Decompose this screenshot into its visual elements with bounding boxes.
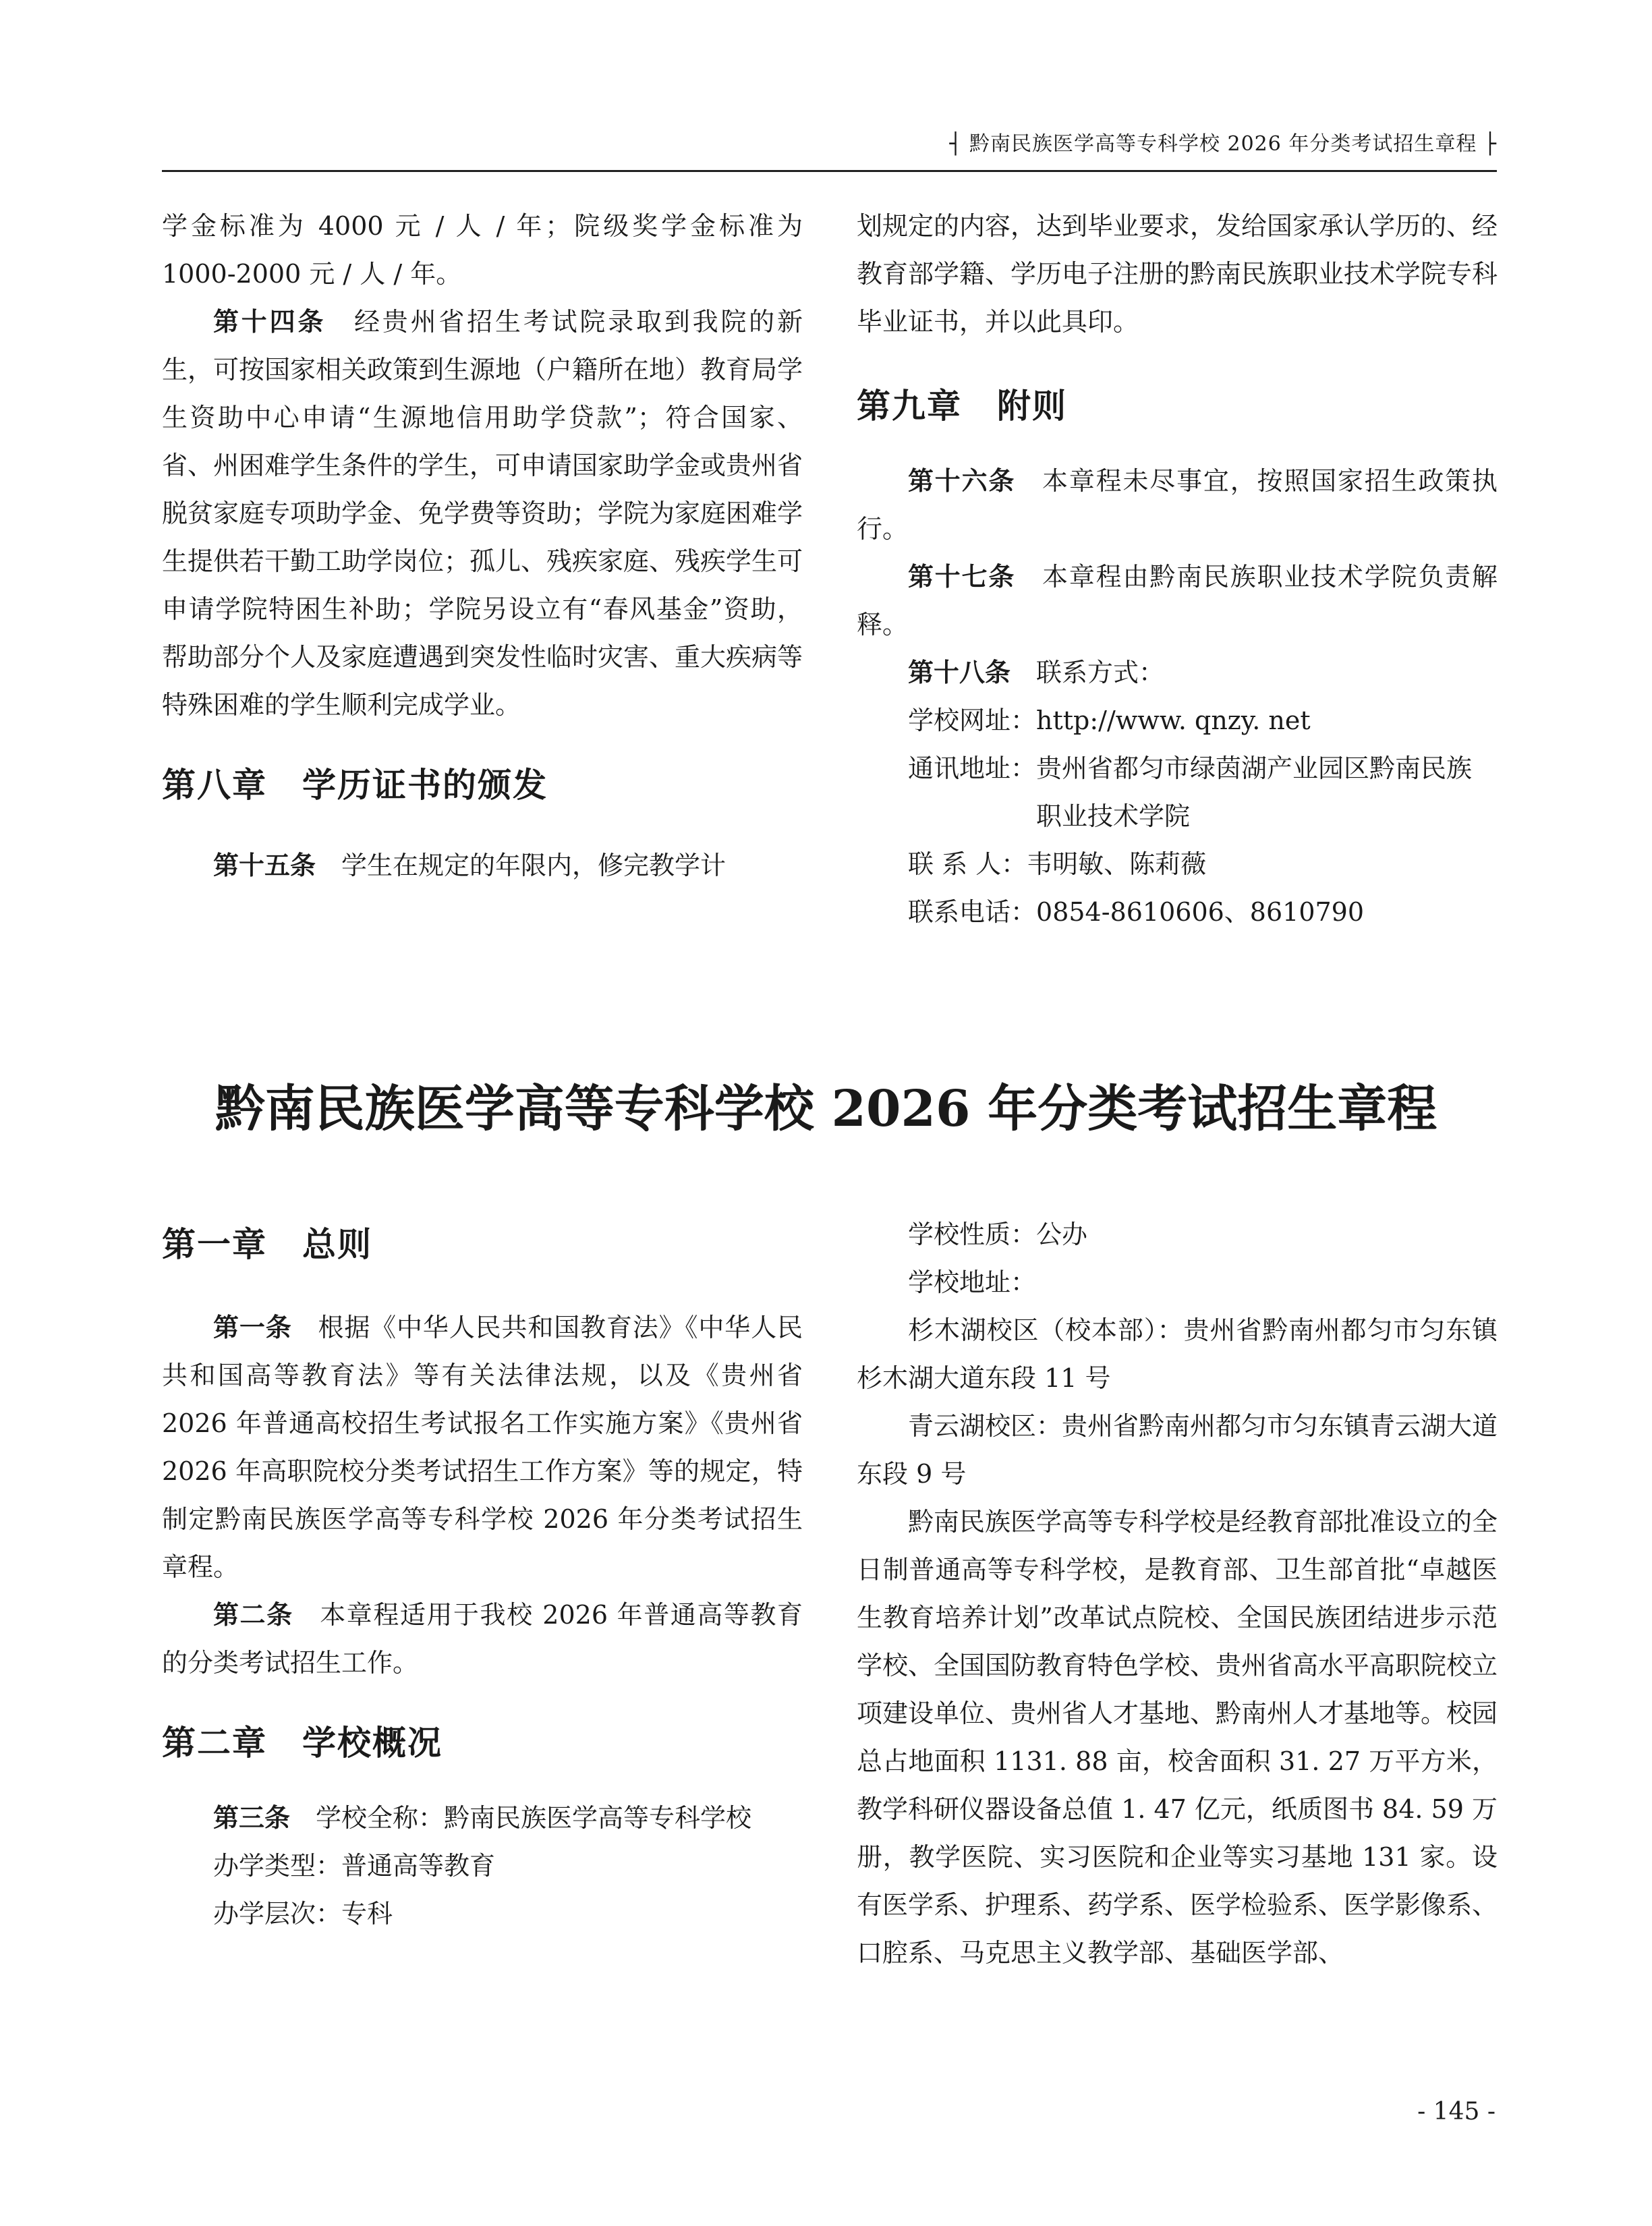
- article-1-text: 根据《中华人民共和国教育法》《中华人民共和国高等教育法》等有关法律法规，以及《贵州省 2026 年普通高校招生考试报名工作实施方案》《贵州省 2026 年高职院校分类考试招生工作方案》等的规定，特制定黔南民族医学高等专科学校 2026 年分类考试招生章程。: [162, 1313, 803, 1582]
- school-introduction: 黔南民族医学高等专科学校是经教育部批准设立的全日制普通高等专科学校，是教育部、卫生部首批“卓越医生教育培养计划”改革试点院校、全国民族团结进步示范学校、全国国防教育特色学校、贵州省高水平高职院校立项建设单位、贵州省人才基地、黔南州人才基地等。校园总占地面积 1131. 88 亩，校舍面积 31. 27 万平方米，教学科研仪器设备总值 1. 47 亿元，纸质图书 84. 59 万册，教学医院、实习医院和企业等实习基地 131 家。设有医学系、护理系、药学系、医学检验系、医学影像系、口腔系、马克思主义教学部、基础医学部、: [857, 1507, 1498, 1968]
- top-right-column: [857, 202, 1498, 936]
- page-number: - 145 -: [1417, 2098, 1496, 2125]
- article-14: [162, 298, 803, 729]
- article-18: [857, 649, 1498, 697]
- phone-label: 联系电话：: [908, 897, 1037, 927]
- article-18-label: 第十八条: [908, 658, 1011, 687]
- chapter-2-heading: 第二章 学校概况: [162, 1723, 443, 1763]
- article-15-text: 学生在规定的年限内，修完教学计: [316, 851, 727, 880]
- top-left-column: [162, 202, 803, 890]
- chapter-9-heading: 第九章 附则: [857, 387, 1067, 426]
- article-14-label: 第十四条: [213, 307, 326, 337]
- school-address-line: 学校地址：: [908, 1267, 1037, 1297]
- campus-shanmuhu: 杉木湖校区（校本部）：贵州省黔南州都匀市匀东镇杉木湖大道东段 11 号: [857, 1315, 1498, 1393]
- article-3-text: 学校全称：黔南民族医学高等专科学校: [290, 1803, 752, 1833]
- address-value: 贵州省都匀市绿茵湖产业园区黔南民族职业技术学院: [1036, 753, 1473, 831]
- chapter-8-heading: 第八章 学历证书的颁发: [162, 766, 548, 805]
- running-title: ┤ 黔南民族医学高等专科学校 2026 年分类考试招生章程 ├: [949, 132, 1497, 156]
- school-nature-line: 学校性质：公办: [908, 1220, 1088, 1249]
- website-label: 学校网址：: [908, 706, 1037, 735]
- contact-website: [857, 697, 1498, 745]
- article-16-text: 本章程未尽事宜，按照国家招生政策执行。: [857, 466, 1498, 544]
- school-type-line: 办学类型：普通高等教育: [213, 1851, 496, 1881]
- running-header: [162, 121, 1497, 172]
- article-2-label: 第二条: [213, 1600, 293, 1630]
- article-17-text: 本章程由黔南民族职业技术学院负责解释。: [857, 562, 1498, 639]
- article-15-label: 第十五条: [213, 851, 316, 880]
- article-2: [162, 1591, 803, 1687]
- contact-person: [857, 840, 1498, 888]
- article-16: [857, 457, 1498, 553]
- bottom-right-column: [857, 1211, 1498, 1977]
- article-16-label: 第十六条: [908, 466, 1016, 496]
- contact-address: [857, 745, 1498, 840]
- article-17: [857, 553, 1498, 649]
- paragraph-graduation: 划规定的内容，达到毕业要求，发给国家承认学历的、经教育部学籍、学历电子注册的黔南民族职业技术学院专科毕业证书，并以此具印。: [857, 211, 1498, 337]
- bottom-left-column: [162, 1214, 803, 1938]
- article-18-text: 联系方式：: [1010, 658, 1165, 687]
- school-level-line: 办学层次：专科: [213, 1899, 393, 1929]
- article-15: [162, 842, 803, 890]
- contact-phone: [857, 888, 1498, 936]
- contact-label: 联 系 人：: [908, 849, 1027, 879]
- article-14-text: 经贵州省招生考试院录取到我院的新生，可按国家相关政策到生源地（户籍所在地）教育局学生资助中心申请“生源地信用助学贷款”；符合国家、省、州困难学生条件的学生，可申请国家助学金或贵州省脱贫家庭专项助学金、免学费等资助；学院为家庭困难学生提供若干勤工助学岗位；孤儿、残疾家庭、残疾学生可申请学院特困生补助；学院另设立有“春风基金”资助，帮助部分个人及家庭遭遇到突发性临时灾害、重大疾病等特殊困难的学生顺利完成学业。: [162, 307, 803, 720]
- paragraph-scholarship: 学金标准为 4000 元 / 人 / 年；院级奖学金标准为 1000-2000 元 / 人 / 年。: [162, 211, 803, 289]
- campus-qingyunhu: 青云湖校区：贵州省黔南州都匀市匀东镇青云湖大道东段 9 号: [857, 1411, 1498, 1489]
- article-3-label: 第三条: [213, 1803, 291, 1833]
- website-link[interactable]: http://www. qnzy. net: [1036, 706, 1311, 735]
- article-1-label: 第一条: [213, 1313, 292, 1342]
- chapter-1-heading: 第一章 总则: [162, 1225, 372, 1264]
- article-2-text: 本章程适用于我校 2026 年普通高等教育的分类考试招生工作。: [162, 1600, 803, 1678]
- phone-value: 0854-8610606、8610790: [1036, 897, 1365, 927]
- article-17-label: 第十七条: [908, 562, 1016, 592]
- main-title: 黔南民族医学高等专科学校 2026 年分类考试招生章程: [215, 1080, 1437, 1138]
- contact-value: 韦明敏、陈莉薇: [1027, 849, 1207, 879]
- article-3: [162, 1794, 803, 1842]
- address-label: 通讯地址：: [908, 753, 1037, 783]
- article-1: [162, 1304, 803, 1591]
